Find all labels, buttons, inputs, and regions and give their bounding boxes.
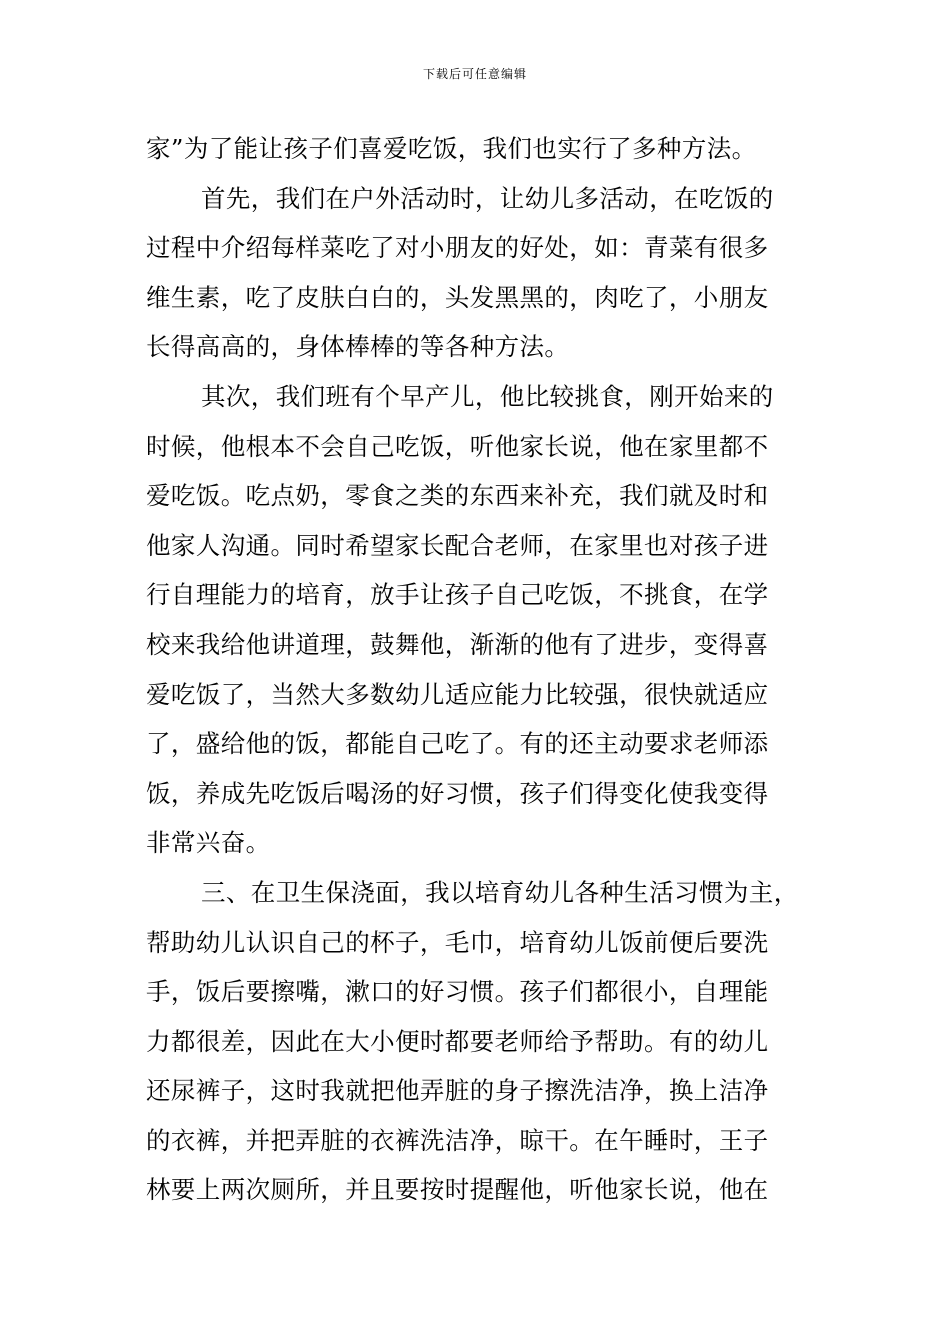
paragraph-first-line: 三、在卫生保浇面，我以培育幼儿各种生活习惯为主， [201,877,799,907]
text-line: 还尿裤子，这时我就把他弄脏的身子擦洗洁净，换上洁净 [146,1076,769,1106]
text-line: 林要上两次厕所，并且要按时提醒他，听他家长说，他在 [146,1175,769,1205]
text-line: 非常兴奋。 [146,828,271,858]
text-line: 手，饭后要擦嘴，漱口的好习惯。孩子们都很小，自理能 [146,977,769,1007]
text-line: 他家人沟通。同时希望家长配合老师，在家里也对孩子进 [146,530,769,560]
text-line: 爱吃饭。吃点奶，零食之类的东西来补充，我们就及时和 [146,481,769,511]
text-line: 时候，他根本不会自己吃饭，听他家长说，他在家里都不 [146,431,769,461]
paragraph-first-line: 其次，我们班有个早产儿，他比较挑食，刚开始来的 [201,381,774,411]
text-line: 过程中介绍每样菜吃了对小朋友的好处，如：青菜有很多 [146,233,769,263]
text-line: 家”为了能让孩子们喜爱吃饭，我们也实行了多种方法。 [146,134,757,163]
text-line: 校来我给他讲道理，鼓舞他，渐渐的他有了进步，变得喜 [146,629,769,659]
text-line: 的衣裤，并把弄脏的衣裤洗洁净，晾干。在午睡时，王子 [146,1125,769,1155]
header-note: 下载后可任意编辑 [422,67,527,81]
text-line: 行自理能力的培育，放手让孩子自己吃饭，不挑食，在学 [146,580,769,610]
paragraph-first-line: 首先，我们在户外活动时，让幼儿多活动，在吃饭的 [201,183,774,213]
text-line: 了，盛给他的饭，都能自己吃了。有的还主动要求老师添 [146,729,769,759]
body-text [146,124,814,1215]
text-line: 长得高高的，身体棒棒的等各种方法。 [146,332,570,362]
text-line: 爱吃饭了，当然大多数幼儿适应能力比较强，很快就适应 [146,679,769,709]
text-line: 维生素，吃了皮肤白白的，头发黑黑的，肉吃了，小朋友 [146,282,769,312]
text-line: 饭，养成先吃饭后喝汤的好习惯，孩子们得变化使我变得 [146,778,769,808]
text-line: 力都很差，因此在大小便时都要老师给予帮助。有的幼儿 [146,1026,769,1056]
text-line: 帮助幼儿认识自己的杯子，毛巾，培育幼儿饭前便后要洗 [146,927,769,957]
